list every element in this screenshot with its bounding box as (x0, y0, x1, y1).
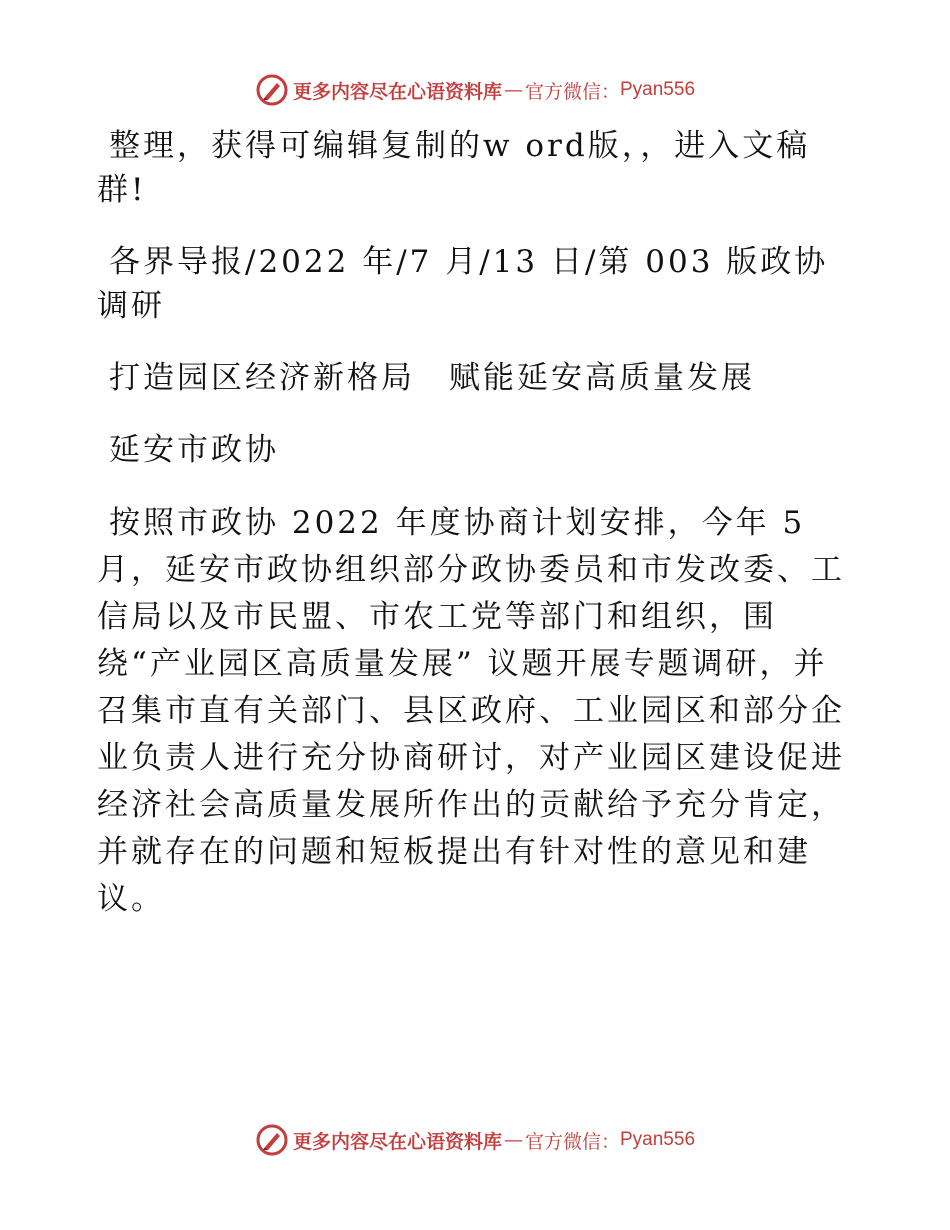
article-author: 延安市政协 (109, 432, 279, 468)
banner-dash: — (503, 79, 523, 101)
banner-promo-text: 更多内容尽在心语资料库 (292, 80, 502, 103)
intro-paragraph: 整理，获得可编辑复制的w ord版，，进入文稿群! (97, 128, 811, 208)
banner-wechat-id: Pyan556 (620, 1129, 696, 1150)
banner-wechat-label: 官方微信： (524, 1130, 620, 1153)
header-banner (0, 70, 950, 110)
body-paragraph: 按照市政协 2022 年度协商计划安排，今年 5 月，延安市政协组织部分政协委员和市发改委、工信局以及市民盟、市农工党等部门和组织，围绕“产业园区高质量发展” 议题开展专题调研，并召集市直有关部门、县区政府、工业园区和部分企业负责人进行充分协商研讨，对产业园区建设促进经济社会高质量发展所作出的贡献给予充分肯定，并就存在的问题和短板提出有针对性的意见和建议。 (97, 505, 845, 917)
banner-dash: — (503, 1129, 523, 1151)
document-content (97, 124, 857, 951)
banner-wechat-id: Pyan556 (620, 79, 696, 100)
footer-banner (0, 1120, 950, 1160)
source-line: 各界导报/2022 年/7 月/13 日/第 003 版政协调研 (97, 244, 829, 324)
banner-promo-text: 更多内容尽在心语资料库 (292, 1130, 502, 1153)
article-title: 打造园区经济新格局 赋能延安高质量发展 (109, 360, 755, 396)
pen-nib-circle-icon (255, 1123, 289, 1157)
pen-nib-circle-icon (255, 73, 289, 107)
banner-wechat-label: 官方微信： (524, 80, 620, 103)
